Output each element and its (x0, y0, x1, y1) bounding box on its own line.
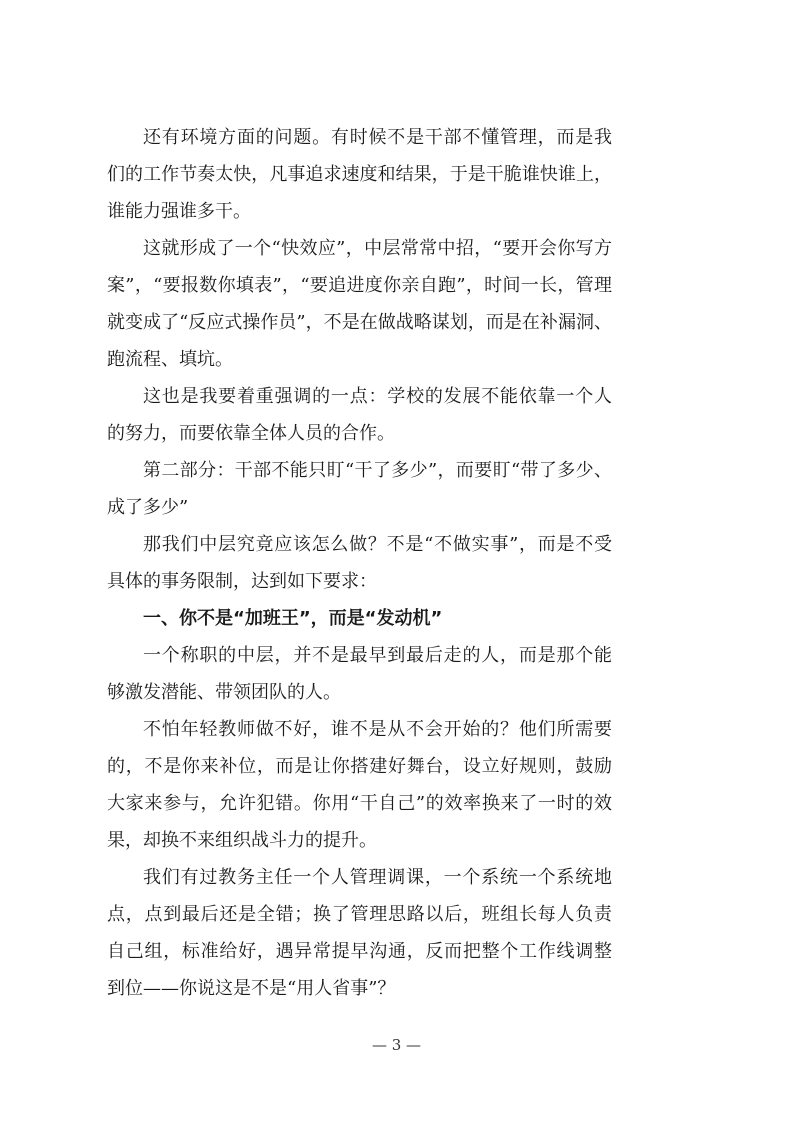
text-line: 的，不是你来补位，而是让你搭建好舞台，设立好规则，鼓励 (107, 756, 612, 777)
paragraph (107, 637, 612, 711)
section-heading (107, 600, 612, 637)
text-line: 们的工作节奏太快，凡事追求速度和结果，于是干脆谁快谁上， (107, 164, 612, 185)
text-line: 这也是我要着重强调的一点：学校的发展不能依靠一个人 (143, 386, 612, 407)
text-line: 就变成了“反应式操作员”，不是在做战略谋划，而是在补漏洞、 (107, 312, 612, 333)
text-line: 那我们中层究竟应该怎么做？不是“不做实事”，而是不受 (143, 534, 612, 555)
text-line: 一个称职的中层，并不是最早到最后走的人，而是那个能 (143, 645, 612, 666)
document-body (107, 119, 612, 1007)
text-line: 果，却换不来组织战斗力的提升。 (107, 830, 377, 851)
text-line: 谁能力强谁多干。 (107, 201, 251, 222)
paragraph (107, 711, 612, 859)
text-line: 到位——你说这是不是“用人省事”？ (107, 978, 396, 999)
text-line: 够激发潜能、带领团队的人。 (107, 682, 341, 703)
paragraph (107, 452, 612, 526)
text-line: 的努力，而要依靠全体人员的合作。 (107, 423, 395, 444)
text-line: 还有环境方面的问题。有时候不是干部不懂管理，而是我 (143, 127, 612, 148)
text-line: 这就形成了一个“快效应”，中层常常中招，“要开会你写方 (143, 238, 612, 259)
text-line: 点，点到最后还是全错；换了管理思路以后，班组长每人负责 (107, 904, 612, 925)
text-line: 跑流程、填坑。 (107, 349, 233, 370)
text-line: 自己组，标准给好，遇异常提早沟通，反而把整个工作线调整 (107, 941, 612, 962)
text-line: 不怕年轻教师做不好，谁不是从不会开始的？他们所需要 (143, 719, 612, 740)
paragraph (107, 230, 612, 378)
text-line: 一、你不是“加班王”，而是“发动机” (143, 608, 443, 629)
page-number: — 3 — (371, 1036, 422, 1054)
paragraph (107, 119, 612, 230)
text-line: 我们有过教务主任一个人管理调课，一个系统一个系统地 (143, 867, 612, 888)
paragraph (107, 378, 612, 452)
paragraph (107, 859, 612, 1007)
text-line: 案”，“要报数你填表”，“要追进度你亲自跑”，时间一长，管理 (107, 275, 612, 296)
text-line: 第二部分：干部不能只盯“干了多少”，而要盯“带了多少、 (143, 460, 612, 481)
text-line: 成了多少” (107, 497, 189, 518)
paragraph (107, 526, 612, 600)
text-line: 大家来参与，允许犯错。你用“干自己”的效率换来了一时的效 (107, 793, 612, 814)
text-line: 具体的事务限制，达到如下要求： (107, 571, 377, 592)
